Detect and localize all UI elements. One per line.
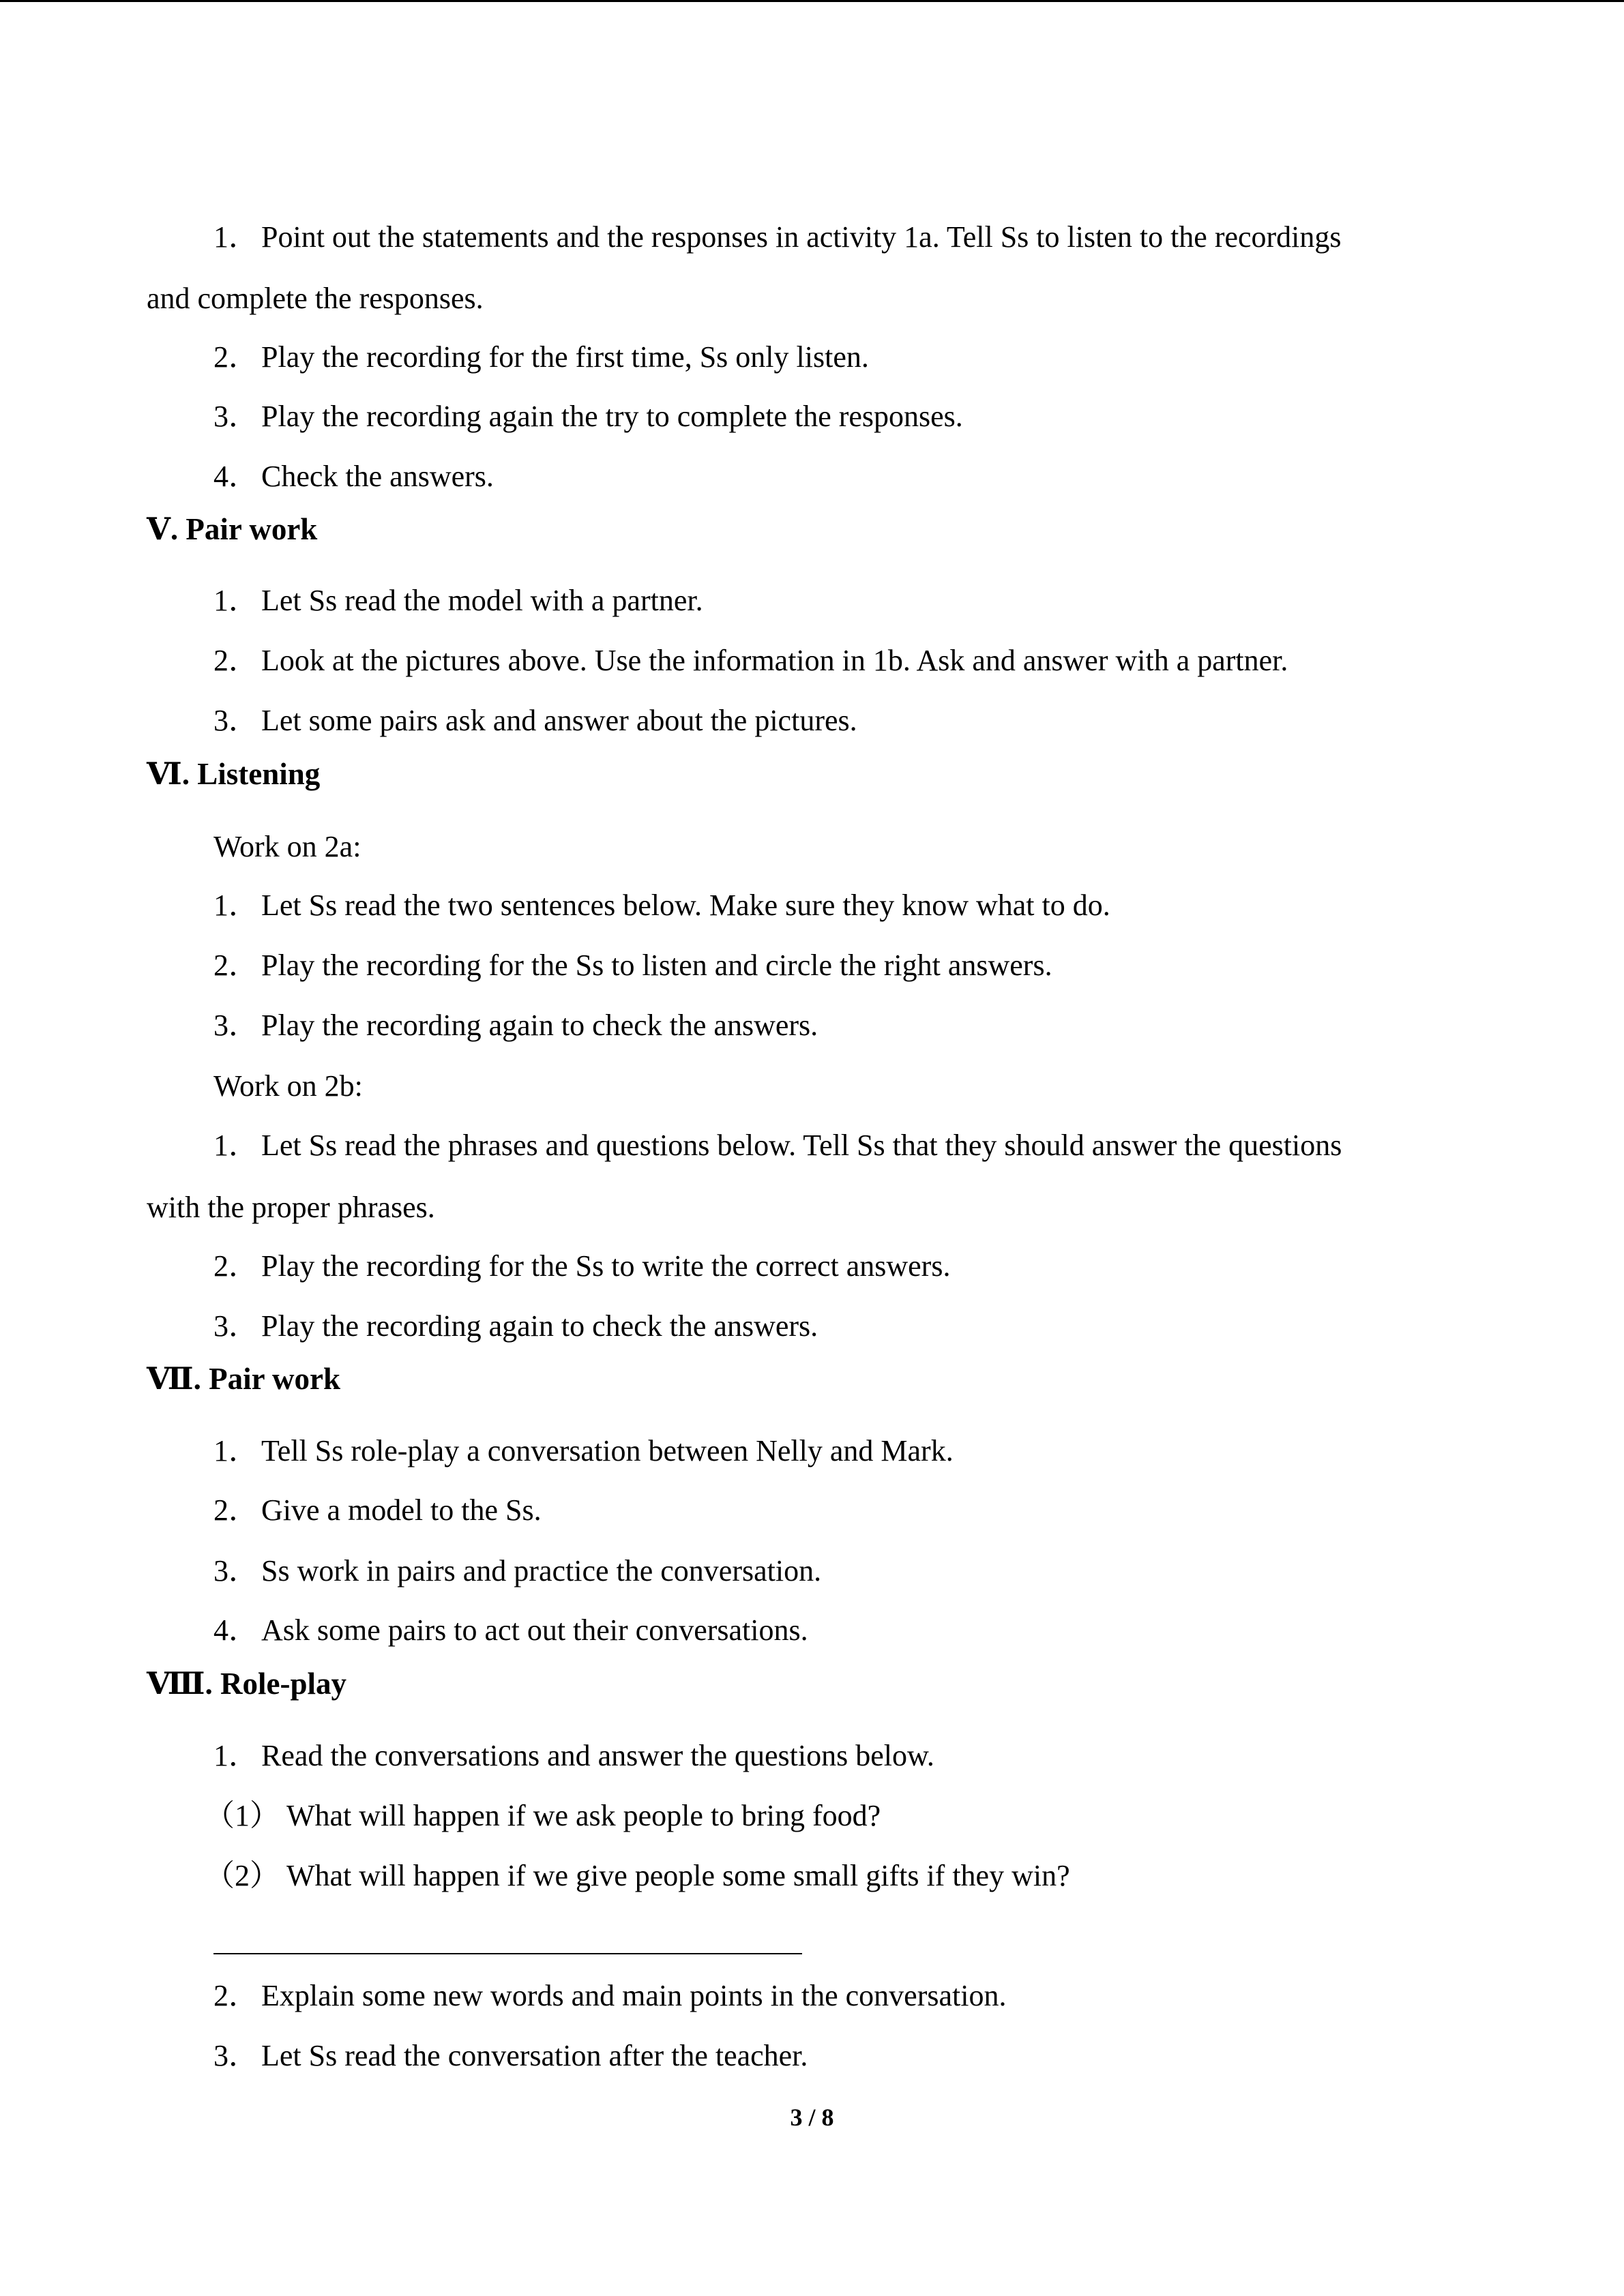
item-number: 2． (213, 949, 259, 982)
item-text: Play the recording again to check the answers. (261, 1009, 818, 1042)
list-item (213, 1127, 1479, 1165)
list-item (213, 1611, 808, 1650)
item-number: 1． (213, 220, 259, 254)
item-text: Let Ss read the conversation after the teacher. (261, 2039, 808, 2072)
list-item (213, 1307, 818, 1345)
question-item (205, 1797, 881, 1835)
item-number: 3． (213, 1009, 259, 1042)
list-item (213, 1552, 821, 1590)
sub-heading: Work on 2b: (213, 1069, 363, 1103)
item-number: 2． (213, 1249, 259, 1283)
item-text: Let some pairs ask and answer about the pictures. (261, 704, 857, 737)
item-text: Tell Ss role-play a conversation between Nelly and Mark. (261, 1434, 954, 1467)
item-number: 2． (213, 644, 259, 677)
list-item (213, 582, 703, 620)
item-text: Play the recording again to check the answers. (261, 1309, 818, 1343)
section-heading: Ⅷ. Role-play (147, 1667, 346, 1701)
list-item (213, 1247, 950, 1285)
item-number: 4． (213, 1613, 259, 1647)
item-text: Look at the pictures above. Use the information in 1b. Ask and answer with a partner. (261, 644, 1288, 677)
list-item (213, 1977, 1006, 2015)
item-text: Let Ss read the two sentences below. Make sure they know what to do. (261, 889, 1110, 922)
item-number: 2． (213, 1493, 259, 1527)
item-number: 2． (213, 1979, 259, 2012)
item-number: 3． (213, 2039, 259, 2072)
item-text: Play the recording for the Ss to listen and circle the right answers. (261, 949, 1052, 982)
list-item-continuation: with the proper phrases. (147, 1191, 435, 1224)
item-text: Play the recording again the try to complete the responses. (261, 400, 963, 433)
question-item (205, 1857, 1070, 1895)
list-item (213, 886, 1110, 925)
item-text: Let Ss read the phrases and questions below. Tell Ss that they should answer the questions (261, 1129, 1342, 1162)
page-number: 3 / 8 (790, 2104, 834, 2131)
list-item (213, 702, 857, 740)
item-text: Ask some pairs to act out their conversations. (261, 1613, 808, 1647)
item-number: 3． (213, 400, 259, 433)
item-number: 1． (213, 1739, 259, 1772)
list-item (213, 398, 963, 436)
sub-heading: Work on 2a: (213, 830, 361, 863)
item-number: 3． (213, 704, 259, 737)
question-text: What will happen if we give people some small gifts if they win? (286, 1859, 1070, 1892)
item-number: 1． (213, 584, 259, 617)
list-item (213, 2037, 808, 2075)
list-item (213, 1491, 542, 1530)
list-item (213, 458, 494, 496)
section-heading: Ⅵ. Listening (147, 757, 321, 791)
page-top-border (0, 0, 1624, 2)
item-number: 1． (213, 1129, 259, 1162)
footnote-rule (213, 1953, 802, 1954)
item-number: 3． (213, 1554, 259, 1587)
list-item (213, 642, 1288, 680)
item-text: Play the recording for the first time, Ss only listen. (261, 340, 869, 374)
item-text: Check the answers. (261, 460, 494, 493)
list-item (213, 1432, 954, 1470)
question-number: （1） (205, 1799, 280, 1832)
list-item (213, 218, 1479, 256)
item-text: Read the conversations and answer the questions below. (261, 1739, 934, 1772)
item-text: Play the recording for the Ss to write the correct answers. (261, 1249, 951, 1283)
question-number: （2） (205, 1859, 280, 1892)
item-number: 3． (213, 1309, 259, 1343)
item-text: Give a model to the Ss. (261, 1493, 542, 1527)
question-text: What will happen if we ask people to bring food? (286, 1799, 881, 1832)
item-number: 1． (213, 889, 259, 922)
item-number: 1． (213, 1434, 259, 1467)
item-text: Ss work in pairs and practice the conversation. (261, 1554, 822, 1587)
item-text: Point out the statements and the responses in activity 1a. Tell Ss to listen to the recordings (261, 220, 1342, 254)
list-item (213, 946, 1052, 985)
item-number: 2． (213, 340, 259, 374)
section-heading: Ⅶ. Pair work (147, 1362, 341, 1396)
list-item (213, 1007, 818, 1045)
list-item (213, 1737, 934, 1775)
list-item (213, 338, 869, 376)
list-item-continuation: and complete the responses. (147, 282, 484, 315)
item-text: Let Ss read the model with a partner. (261, 584, 703, 617)
section-heading: Ⅴ. Pair work (147, 512, 318, 546)
item-text: Explain some new words and main points in the conversation. (261, 1979, 1007, 2012)
item-number: 4． (213, 460, 259, 493)
